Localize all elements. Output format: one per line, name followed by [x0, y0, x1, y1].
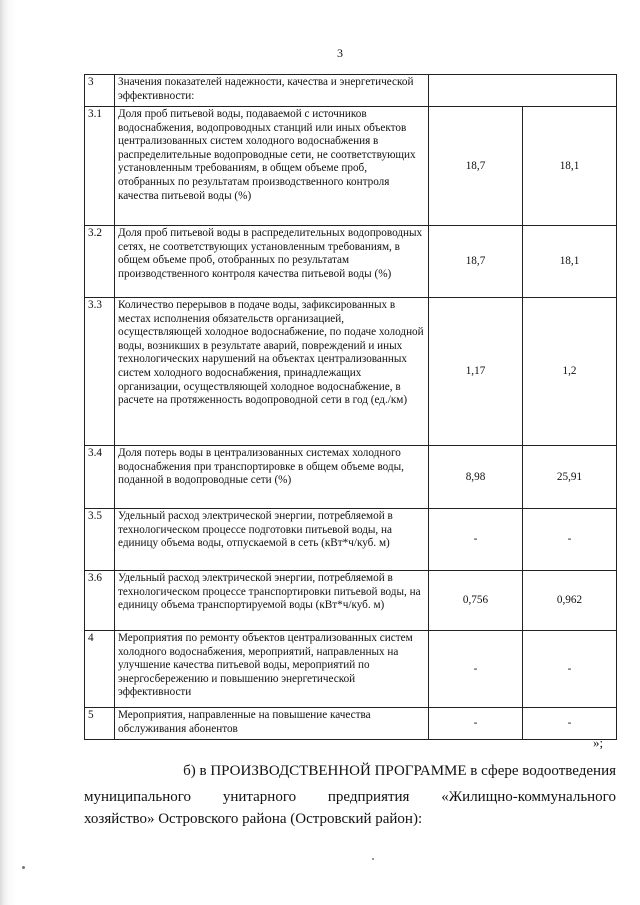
row-number: 4 [85, 631, 115, 708]
row-number: 3.3 [85, 298, 115, 446]
table-row [85, 107, 617, 226]
table-row [85, 708, 617, 740]
row-value-1: - [429, 631, 523, 708]
table-row [85, 509, 617, 571]
paragraph-word: предприятия [327, 789, 410, 805]
row-description: Мероприятия по ремонту объектов централизованных систем холодного водоснабжения, мероприятий, направленных на улучшение качества питьевой воды, мероприятий по энергосбережению и повышению энергетической эффективности [115, 631, 429, 708]
row-description: Доля потерь воды в централизованных системах холодного водоснабжения при транспортировке в общем объеме воды, поданной в водопроводные сети (%) [115, 446, 429, 509]
row-description: Значения показателей надежности, качества и энергетической эффективности: [115, 75, 429, 107]
row-value-2: - [523, 509, 617, 571]
row-number: 3.1 [85, 107, 115, 226]
row-description: Мероприятия, направленные на повышение качества обслуживания абонентов [115, 708, 429, 740]
paragraph-line-2 [84, 786, 616, 808]
table-row [85, 446, 617, 509]
indicators-table [84, 74, 617, 740]
scan-edge-shadow [0, 0, 18, 905]
paragraph-line-1: б) в ПРОИЗВОДСТВЕННОЙ ПРОГРАММЕ в сфере водоотведения [183, 763, 616, 779]
row-number: 3.2 [85, 226, 115, 298]
row-number: 3.5 [85, 509, 115, 571]
row-value-1: 1,17 [429, 298, 523, 446]
table-row [85, 631, 617, 708]
row-description: Доля проб питьевой воды, подаваемой с источников водоснабжения, водопроводных станций или иных объектов централизованных систем холодного водоснабжения в распределительные водопроводные сети, не соответствующих установленным требованиям, в общем объеме проб, отобранных по результатам производственного контроля качества питьевой воды (%) [115, 107, 429, 226]
row-value-2: 1,2 [523, 298, 617, 446]
row-value-2: 18,1 [523, 226, 617, 298]
row-value-empty [429, 75, 617, 107]
row-value-2: - [523, 631, 617, 708]
table-row [85, 226, 617, 298]
paragraph-word: муниципального [84, 789, 192, 805]
table-row [85, 571, 617, 631]
row-number: 3.6 [85, 571, 115, 631]
row-number: 5 [85, 708, 115, 740]
scan-speck [22, 866, 25, 869]
row-value-2: 18,1 [523, 107, 617, 226]
paragraph-word: «Жилищно-коммунального [441, 789, 616, 805]
row-value-2: - [523, 708, 617, 740]
row-value-1: - [429, 708, 523, 740]
paragraph-word: унитарного [222, 789, 297, 805]
row-value-1: 18,7 [429, 107, 523, 226]
row-number: 3 [85, 75, 115, 107]
row-description: Удельный расход электрической энергии, потребляемой в технологическом процессе подготовки питьевой воды, на единицу объема воды, отпускаемой в сеть (кВт*ч/куб. м) [115, 509, 429, 571]
row-value-2: 0,962 [523, 571, 617, 631]
row-value-1: 18,7 [429, 226, 523, 298]
row-description: Удельный расход электрической энергии, потребляемой в технологическом процессе транспортировки питьевой воды, на единицу объема транспортируемой воды (кВт*ч/куб. м) [115, 571, 429, 631]
row-number: 3.4 [85, 446, 115, 509]
table-row [85, 298, 617, 446]
row-value-1: 8,98 [429, 446, 523, 509]
paragraph-line-3: хозяйство» Островского района (Островский район): [84, 811, 423, 827]
table-row [85, 75, 617, 107]
row-value-1: 0,756 [429, 571, 523, 631]
row-value-1: - [429, 509, 523, 571]
page-number: 3 [337, 46, 343, 60]
row-value-2: 25,91 [523, 446, 617, 509]
closing-quote-mark: »; [593, 735, 604, 750]
scan-speck [372, 858, 374, 860]
row-description: Количество перерывов в подаче воды, зафиксированных в местах исполнения обязательств организацией, осуществляющей холодное водоснабжение, по подаче холодной воды, возникших в результате аварий, повреждений и иных технологических нарушений на объектах централизованных систем холодного водоснабжения, принадлежащих организации, осуществляющей холодное водоснабжение, в расчете на протяженность водопроводной сети в год (ед./км) [115, 298, 429, 446]
row-description: Доля проб питьевой воды в распределительных водопроводных сетях, не соответствующих установленным требованиям, в общем объеме проб, отобранных по результатам производственного контроля качества питьевой воды (%) [115, 226, 429, 298]
